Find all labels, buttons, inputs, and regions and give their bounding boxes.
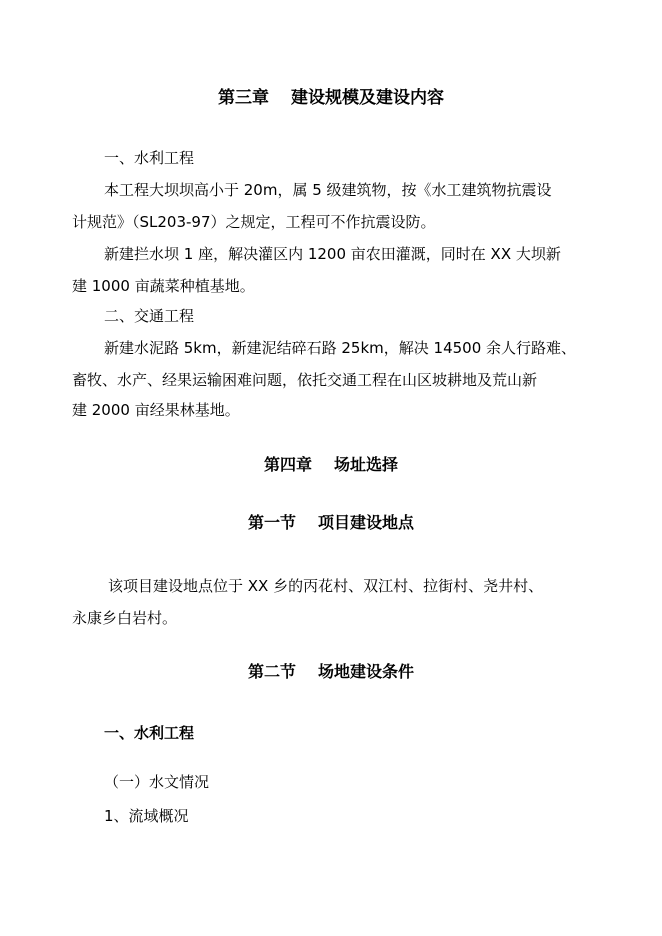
paragraph-3-line-2: 畜牧、水产、经果运输困难问题，依托交通工程在山区坡耕地及荒山新 [72,371,538,389]
section-2-heading [0,662,662,682]
section-heading-water: 一、水利工程 [104,149,195,167]
chapter-4-number: 第四章 [263,455,312,474]
paragraph-3-line-3: 建 2000 亩经果林基地。 [72,401,240,419]
subheading-hydrology: （一）水文情况 [104,773,210,791]
section-1-number: 第一节 [247,513,296,532]
chapter-3-heading [0,88,662,108]
paragraph-2-line-2: 建 1000 亩蔬菜种植基地。 [72,277,255,295]
chapter-3-number: 第三章 [218,88,269,108]
chapter-3-title: 建设规模及建设内容 [291,88,444,108]
chapter-4-title: 场址选择 [334,455,399,474]
location-paragraph-line-1: 该项目建设地点位于 XX 乡的丙花村、双江村、拉街村、尧井村、 [108,577,544,595]
subheading-water: 一、水利工程 [104,724,195,742]
section-2-title: 场地建设条件 [318,662,415,681]
section-heading-traffic: 二、交通工程 [104,307,195,325]
chapter-4-heading [0,455,662,475]
location-paragraph-line-2: 永康乡白岩村。 [72,609,178,627]
paragraph-1-line-1: 本工程大坝坝高小于 20m，属 5 级建筑物，按《水工建筑物抗震设 [104,181,552,199]
paragraph-3-line-1: 新建水泥路 5km，新建泥结碎石路 25km，解决 14500 余人行路难、 [104,339,577,357]
section-1-heading [0,513,662,533]
paragraph-2-line-1: 新建拦水坝 1 座，解决灌区内 1200 亩农田灌溉，同时在 XX 大坝新 [104,245,561,263]
section-1-title: 项目建设地点 [318,513,415,532]
item-basin-overview: 1、流域概况 [104,807,189,825]
section-2-number: 第二节 [247,662,296,681]
paragraph-1-line-2: 计规范》（SL203-97）之规定，工程可不作抗震设防。 [72,213,436,231]
